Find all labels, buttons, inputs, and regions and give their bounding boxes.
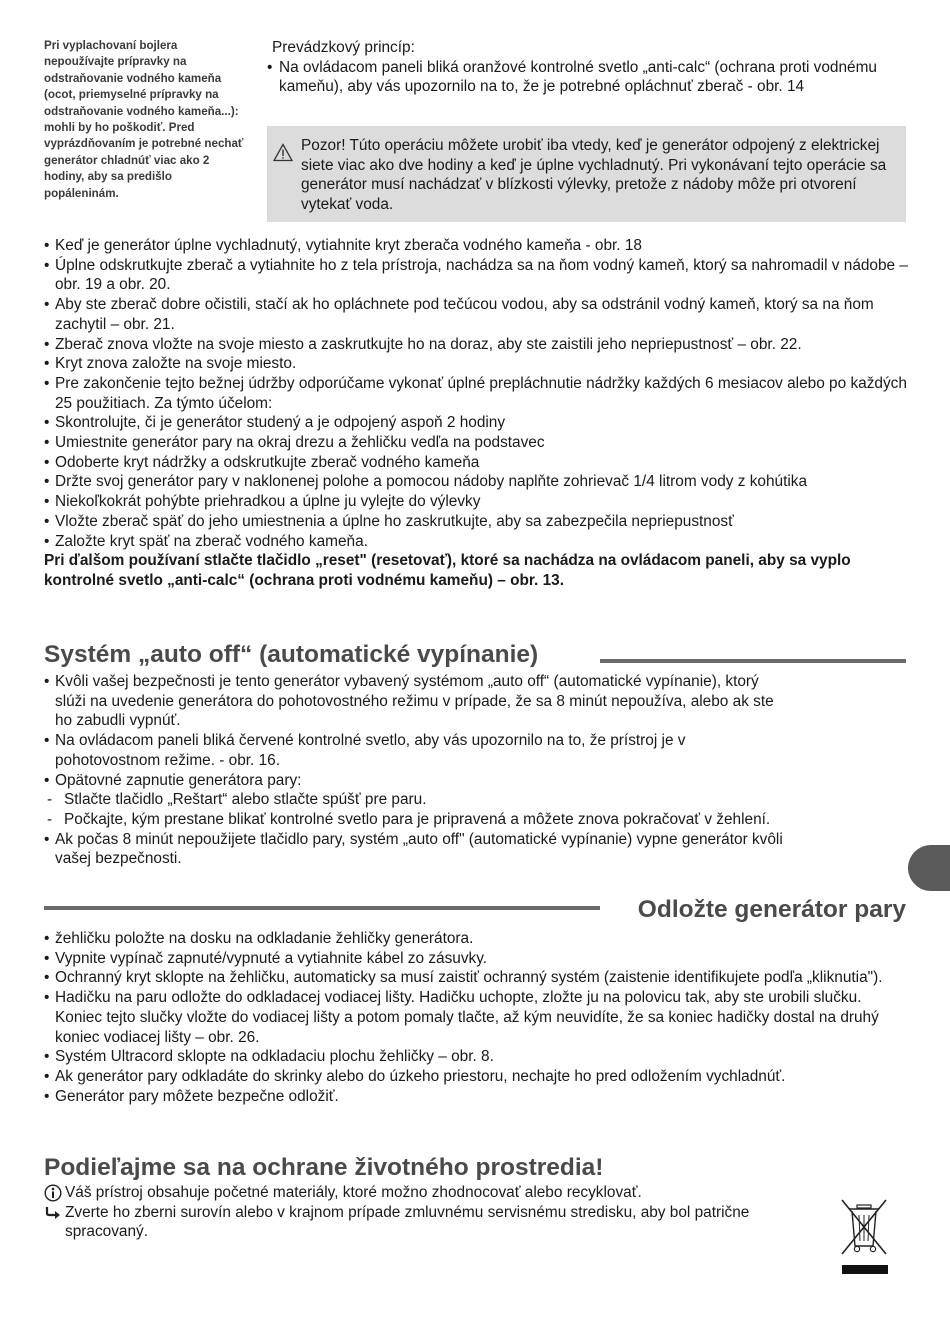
- store-section: [44, 929, 909, 1106]
- sub-list-item: - Počkajte, kým prestane blikať kontrolné svetlo para je pripravená a môžete znova pokračovať v žehlení.: [47, 810, 771, 828]
- list-item: • Opätovné zapnutie generátora pary:: [44, 771, 784, 791]
- list-item: • Umiestnite generátor pary na okraj drezu a žehličku vedľa na podstavec: [44, 433, 909, 453]
- environment-line-recycle: [44, 1203, 774, 1242]
- list-item: • Aby ste zberač dobre očistili, stačí ak ho opláchnete pod tečúcou vodou, aby sa odstránil vodný kameň, ktorý sa na ňom zachytil – obr. 21.: [44, 295, 909, 334]
- list-item: • Ak počas 8 minút nepoužijete tlačidlo pary, systém „auto off" (automatické vypínanie) vypne generátor kvôli vašej bezpečnosti.: [44, 830, 784, 869]
- list-item: • Založte kryt späť na zberač vodného kameňa.: [44, 532, 909, 552]
- environment-line-text: Váš prístroj obsahuje početné materiály, ktoré možno zhodnocovať alebo recyklovať.: [65, 1184, 642, 1201]
- auto-off-heading: Systém „auto off“ (automatické vypínanie): [44, 641, 539, 668]
- heading-rule: [600, 659, 906, 663]
- list-item: • žehličku položte na dosku na odkladanie žehličky generátora.: [44, 929, 909, 949]
- list-item: • Generátor pary môžete bezpečne odložiť.: [44, 1087, 909, 1107]
- environment-section: [44, 1183, 774, 1242]
- auto-off-section: [44, 672, 784, 869]
- side-warning-note: Pri vyplachovaní bojlera nepoužívajte prípravky na odstraňovanie vodného kameňa (ocot, priemyselné prípravky na odstraňovanie vodného kameňa...): mohli by ho poškodiť. Pred vyprázdňovaním je potrebné nechať generátor chladnúť viac ako 2 hodiny, aby sa predišlo popáleninám.: [44, 39, 244, 200]
- list-item: • Ak generátor pary odkladáte do skrinky alebo do úzkeho priestoru, nechajte ho pred odložením vychladnúť.: [44, 1067, 909, 1087]
- reset-note: Pri ďalšom používaní stlačte tlačidlo „reset" (resetovať), ktoré sa nachádza na ovládacom paneli, aby sa vyplo kontrolné svetlo „anti-calc“ (ochrana proti vodnému kameňu) – obr. 13.: [44, 552, 851, 589]
- list-item: • Hadičku na paru odložte do odkladacej vodiacej lišty. Hadičku uchopte, zložte ju na polovicu tak, aby ste urobili slučku. Koniec tejto slučky vložte do vodiacej lišty a potom pomaly tlačte, až kým neuvidíte, že sa koniec hadičky dostal na druhý koniec vodiacej lišty – obr. 26.: [44, 988, 909, 1047]
- environment-line-info: [44, 1183, 774, 1203]
- crossed-out-bin-icon: [838, 1196, 890, 1278]
- list-item: • Na ovládacom paneli bliká červené kontrolné svetlo, aby vás upozornilo na to, že prístroj je v pohotovostnom režime. - obr. 16.: [44, 731, 784, 770]
- list-item: • Keď je generátor úplne vychladnutý, vytiahnite kryt zberača vodného kameňa - obr. 18: [44, 236, 909, 256]
- warning-text: Pozor! Túto operáciu môžete urobiť iba vtedy, keď je generátor odpojený z elektrickej siete viac ako dve hodiny a keď je úplne vychladnutý. Pri vykonávaní tejto operácie sa generátor musí nachádzať v blízkosti výlevky, pretože z nádoby môže pri otvorení vytekať voda.: [301, 137, 887, 214]
- descaling-steps: [44, 236, 909, 591]
- warning-triangle-icon: [273, 143, 293, 162]
- info-icon: [44, 1184, 62, 1202]
- principle-item: • Na ovládacom paneli bliká oranžové kontrolné svetlo „anti-calc“ (ochrana proti vodnému kameňu), aby vás upozornilo na to, že je potrebné opláchnuť zberač - obr. 14: [267, 58, 907, 97]
- page-tab-marker: [908, 845, 950, 891]
- arrow-right-icon: [44, 1204, 62, 1222]
- list-item: • Pre zakončenie tejto bežnej údržby odporúčame vykonať úplné prepláchnutie nádržky každých 6 mesiacov alebo po každých 25 použitiach. Za týmto účelom:: [44, 374, 909, 413]
- list-item: • Zberač znova vložte na svoje miesto a zaskrutkujte ho na doraz, aby ste zaistili jeho nepriepustnosť – obr. 22.: [44, 335, 909, 355]
- list-item: • Úplne odskrutkujte zberač a vytiahnite ho z tela prístroja, nachádza sa na ňom vodný kameň, ktorý sa nahromadil v nádobe – obr. 19 a obr. 20.: [44, 256, 909, 295]
- list-item: • Kryt znova založte na svoje miesto.: [44, 354, 909, 374]
- store-heading: Odložte generátor pary: [637, 896, 906, 923]
- heading-rule: [44, 906, 600, 910]
- principle-title: Prevádzkový princíp:: [272, 39, 415, 56]
- warning-box: [267, 126, 906, 222]
- list-item: • Skontrolujte, či je generátor studený a je odpojený aspoň 2 hodiny: [44, 413, 909, 433]
- sub-list-item: - Stlačte tlačidlo „Reštart“ alebo stlačte spúšť pre paru.: [47, 791, 427, 809]
- operating-principle: [267, 38, 907, 97]
- list-item: • Kvôli vašej bezpečnosti je tento generátor vybavený systémom „auto off“ (automatické vypínanie), ktorý slúži na uvedenie generátora do pohotovostného režimu v prípade, že sa 8 minút nepoužíva, alebo ak ste ho zabudli vypnúť.: [44, 672, 784, 731]
- list-item: • Niekoľkokrát pohýbte priehradkou a úplne ju vylejte do výlevky: [44, 492, 909, 512]
- list-item: • Systém Ultracord sklopte na odkladaciu plochu žehličky – obr. 8.: [44, 1047, 909, 1067]
- environment-heading: Podieľajme sa na ochrane životného prostredia!: [44, 1154, 604, 1181]
- list-item: • Vypnite vypínač zapnuté/vypnuté a vytiahnite kábel zo zásuvky.: [44, 949, 909, 969]
- sub-list-item-text: Počkajte, kým prestane blikať kontrolné svetlo para je pripravená a môžete znova pokračovať v žehlení.: [64, 810, 771, 828]
- environment-line-text: Zverte ho zberni surovín alebo v krajnom prípade zmluvnému servisnému stredisku, aby bol patrične spracovaný.: [65, 1203, 750, 1241]
- list-item: • Odoberte kryt nádržky a odskrutkujte zberač vodného kameňa: [44, 453, 909, 473]
- sub-list-item-text: Stlačte tlačidlo „Reštart“ alebo stlačte spúšť pre paru.: [64, 791, 427, 809]
- list-item: • Ochranný kryt sklopte na žehličku, automaticky sa musí zaistiť ochranný systém (zaistenie identifikujete podľa „kliknutia").: [44, 968, 909, 988]
- list-item: • Držte svoj generátor pary v naklonenej polohe a pomocou nádoby naplňte zohrievač 1/4 litrom vody z kohútika: [44, 472, 909, 492]
- list-item: • Vložte zberač späť do jeho umiestnenia a úplne ho zaskrutkujte, aby sa zabezpečila nepriepustnosť: [44, 512, 909, 532]
